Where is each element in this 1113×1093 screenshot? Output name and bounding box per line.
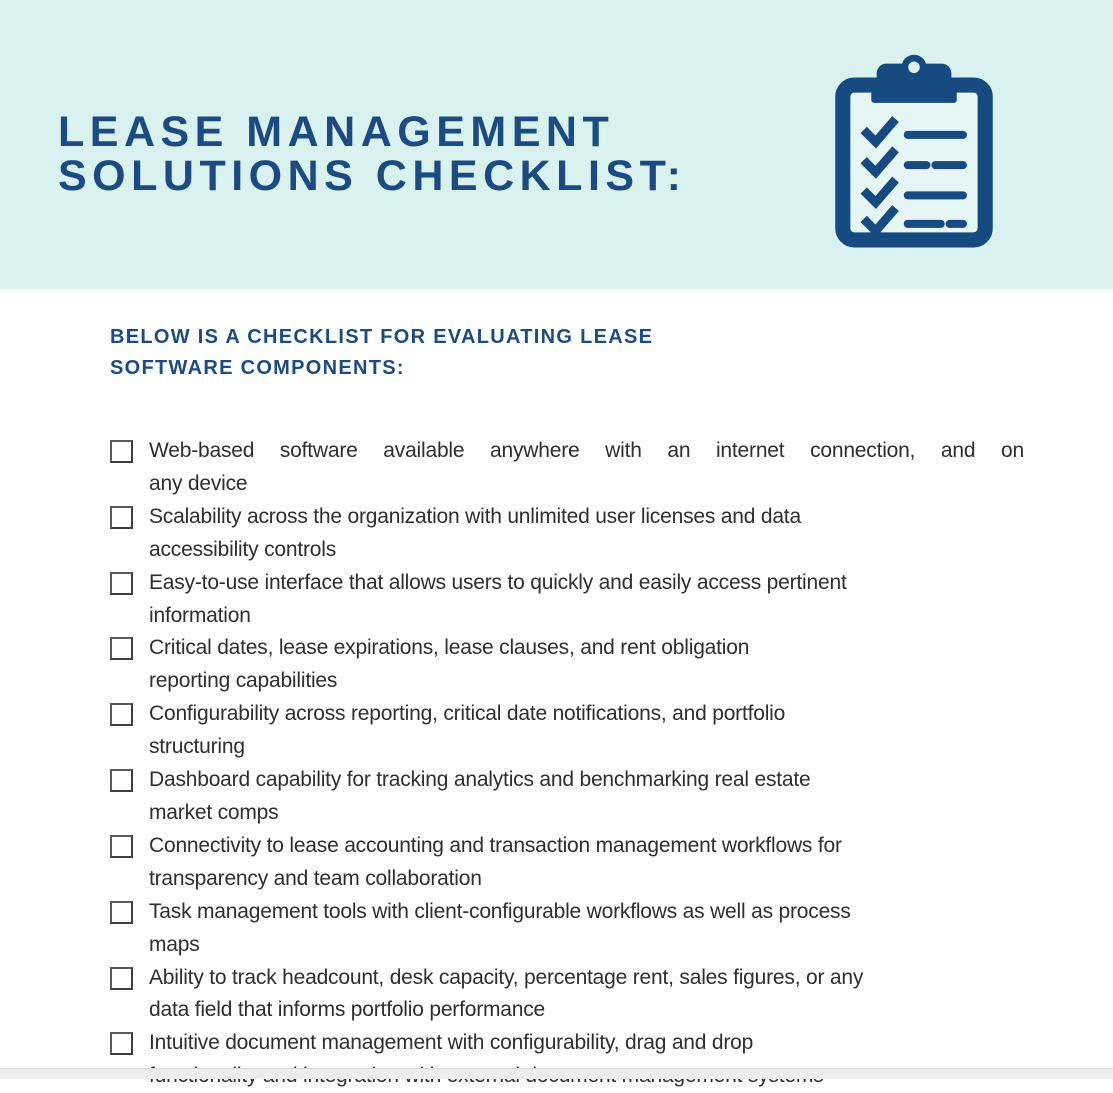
- checkbox[interactable]: [110, 440, 133, 463]
- checklist-item-3: [110, 567, 1024, 633]
- checklist-item-text-line1: Ability to track headcount, desk capacity, percentage rent, sales figures, or any: [149, 965, 864, 989]
- checklist-item-text-line2: market comps: [149, 800, 279, 824]
- checkbox[interactable]: [110, 769, 133, 792]
- page-title-line1: LEASE MANAGEMENT: [58, 108, 615, 156]
- checkbox[interactable]: [110, 1032, 133, 1055]
- checkbox[interactable]: [110, 637, 133, 660]
- page-bottom-strip: [0, 1068, 1113, 1079]
- checklist-item-9: [110, 962, 1024, 1028]
- checklist-item-7: [110, 830, 1024, 896]
- checklist-item-text-line1: Configurability across reporting, critical date notifications, and portfolio: [149, 702, 786, 726]
- page-body: [0, 289, 1113, 1093]
- checkbox[interactable]: [110, 967, 133, 990]
- checkbox[interactable]: [110, 703, 133, 726]
- checklist-item-10: [110, 1027, 1024, 1093]
- checklist: [110, 435, 1024, 1093]
- checklist-item-8: [110, 896, 1024, 962]
- intro-heading-line2: SOFTWARE COMPONENTS:: [110, 357, 405, 379]
- checklist-item-4: [110, 632, 1024, 698]
- checklist-item-text-line2: information: [149, 603, 251, 627]
- intro-heading-line1: BELOW IS A CHECKLIST FOR EVALUATING LEASE: [110, 326, 654, 348]
- page-title: [58, 110, 686, 198]
- checklist-item-text-line2: structuring: [149, 735, 245, 759]
- checklist-item-text-line1: Task management tools with client-configurable workflows as well as process: [149, 899, 851, 923]
- clipboard-checklist-icon: [825, 42, 1003, 258]
- checklist-item-text-line2: data field that informs portfolio performance: [149, 998, 546, 1022]
- checkbox[interactable]: [110, 901, 133, 924]
- page-title-line2: SOLUTIONS CHECKLIST:: [58, 152, 687, 200]
- checklist-item-text-line1: Easy-to-use interface that allows users to quickly and easily access pertinent: [149, 570, 847, 594]
- header-banner: [0, 0, 1113, 289]
- checklist-item-5: [110, 698, 1024, 764]
- checklist-item-text-line1: Scalability across the organization with unlimited user licenses and data: [149, 504, 801, 528]
- checklist-item-2: [110, 501, 1024, 567]
- checklist-item-6: [110, 764, 1024, 830]
- checkbox[interactable]: [110, 572, 133, 595]
- checklist-item-text-line2: any device: [149, 471, 248, 495]
- checklist-item-1: [110, 435, 1024, 501]
- intro-heading: [110, 322, 1024, 384]
- checklist-item-text-line1: Web-based software available anywhere with an internet connection, and on: [149, 439, 1024, 462]
- checklist-item-text-line2: transparency and team collaboration: [149, 866, 482, 890]
- checklist-item-text-line1: Critical dates, lease expirations, lease clauses, and rent obligation: [149, 636, 750, 660]
- checklist-item-text-line2: accessibility controls: [149, 537, 336, 561]
- checklist-item-text-line1: Connectivity to lease accounting and transaction management workflows for: [149, 833, 842, 857]
- checklist-item-text-line2: reporting capabilities: [149, 669, 338, 693]
- checkbox[interactable]: [110, 506, 133, 529]
- checklist-item-text-line2: maps: [149, 932, 200, 956]
- checkbox[interactable]: [110, 835, 133, 858]
- checklist-item-text-line1: Intuitive document management with configurability, drag and drop: [149, 1031, 754, 1055]
- checklist-item-text-line1: Dashboard capability for tracking analytics and benchmarking real estate: [149, 768, 811, 792]
